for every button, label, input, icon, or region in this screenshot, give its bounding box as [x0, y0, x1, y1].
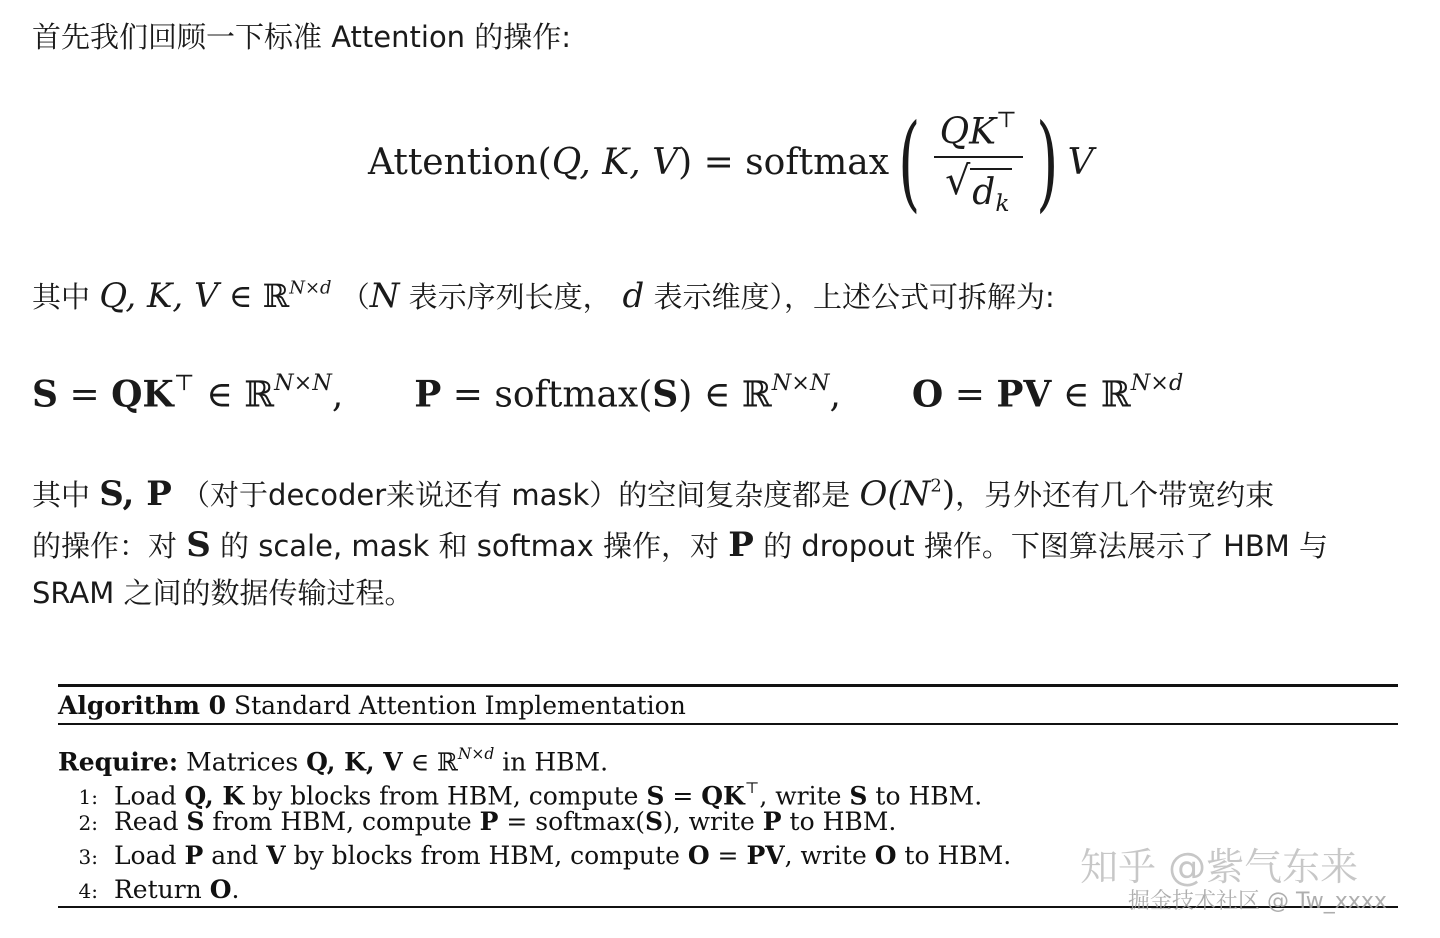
paragraph-line-3: SRAM 之间的数据传输过程。: [32, 576, 414, 610]
formula-args: Q, K, V: [551, 141, 679, 183]
algorithm-title: Standard Attention Implementation: [226, 691, 686, 720]
fraction-numerator: QK: [939, 111, 997, 153]
attention-formula: [368, 101, 1094, 223]
formula-fraction: [934, 107, 1023, 218]
dk-var: d: [972, 172, 996, 214]
fraction-denominator: [945, 158, 1011, 217]
watermark-juejin: 掘金技术社区 @ Tw_xxxx: [1128, 889, 1387, 914]
left-paren-icon: (: [898, 101, 921, 223]
algorithm-mid-rule: [58, 723, 1398, 725]
formula-softmax: ) = softmax: [678, 141, 890, 183]
paragraph-line-2: 的操作：对 S 的 scale, mask 和 softmax 操作，对 P 的 dropout 操作。下图算法展示了 HBM 与: [32, 525, 1329, 565]
algorithm-step-4: 4: Return O.: [78, 874, 240, 904]
right-paren-icon: ): [1036, 101, 1059, 223]
decomposition-equations: S = QK⊤ ∈ ℝ$^{N\times N}$, P = softmax(S) ∈ ℝ$^{N\times N}$, O = PV ∈ ℝ$^{N\times d}$: [32, 370, 1184, 416]
algorithm-step-2: 2: Read S from HBM, compute P = softmax(S), write P to HBM.: [78, 806, 897, 836]
intro-text: 首先我们回顾一下标准 Attention 的操作:: [32, 20, 572, 54]
sqrt-icon: √: [945, 158, 971, 205]
algorithm-require: Require: Matrices Q, K, V ∈ ℝ$^{N\times d}$ in HBM.: [58, 744, 609, 777]
algorithm-step-1: 1: Load Q, K by blocks from HBM, compute S = QK⊤, write S to HBM.: [78, 778, 983, 811]
formula-v: V: [1067, 141, 1094, 183]
dk-sub: k: [995, 189, 1010, 218]
watermark-zhihu: 知乎 @紫气东来: [1080, 845, 1359, 889]
algorithm-label: Algorithm 0: [58, 691, 226, 720]
paragraph-line-1: 其中 S, P （对于decoder来说还有 mask）的空间复杂度都是 $O(N^2)$，另外还有几个带宽约束: [32, 474, 1275, 514]
formula-lhs: Attention(: [368, 141, 552, 183]
where-line: 其中 Q, K, V ∈ ℝ$^{N\times d}$ （N 表示序列长度， d 表示维度），上述公式可拆解为:: [32, 276, 1055, 316]
transpose-sup: ⊤: [996, 106, 1017, 133]
algorithm-caption: [58, 687, 1398, 723]
algorithm-step-3: 3: Load P and V by blocks from HBM, compute O = PV, write O to HBM.: [78, 840, 1012, 870]
